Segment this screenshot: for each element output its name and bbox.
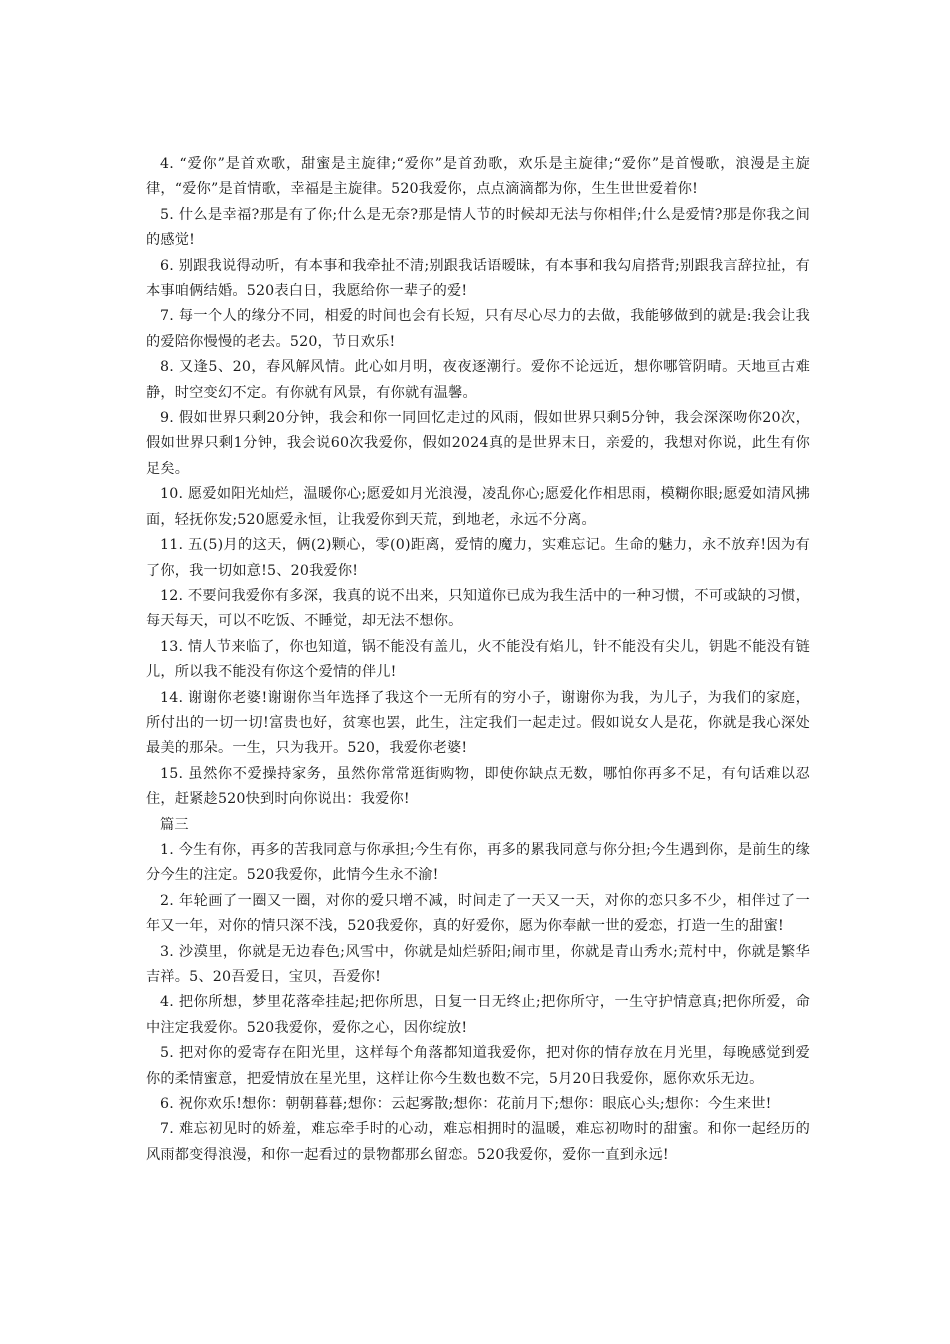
paragraph-item-5: 5. 什么是幸福?那是有了你;什么是无奈?那是情人节的时候却无法与你相伴;什么是爱情?那是你我之间的感觉! — [146, 206, 810, 249]
paragraph-item-4: 4. “爱你”是首欢歌，甜蜜是主旋律;“爱你”是首劲歌，欢乐是主旋律;“爱你”是首慢歌，浪漫是主旋律，“爱你”是首情歌，幸福是主旋律。520我爱你，点点滴滴都为你，生生世世爱着你! — [146, 156, 810, 198]
paragraph-item-9: 9. 假如世界只剩20分钟，我会和你一同回忆走过的风雨，假如世界只剩5分钟，我会深深吻你20次，假如世界只剩1分钟，我会说60次我爱你，假如2024真的是世界末日，亲爱的，我想对你说，此生有你足矣。 — [146, 410, 810, 477]
paragraph-item-12: 12. 不要问我爱你有多深，我真的说不出来，只知道你已成为我生活中的一种习惯，不可或缺的习惯，每天每天，可以不吃饭、不睡觉，却无法不想你。 — [146, 587, 810, 630]
section3-item-7: 7. 难忘初见时的娇羞，难忘牵手时的心动，难忘相拥时的温暖，难忘初吻时的甜蜜。和你一起经历的风雨都变得浪漫，和你一起看过的景物都那幺留恋。520我爱你，爱你一直到永远! — [146, 1121, 810, 1163]
paragraph-item-14: 14. 谢谢你老婆!谢谢你当年选择了我这个一无所有的穷小子，谢谢你为我，为儿子，为我们的家庭，所付出的一切一切!富贵也好，贫寒也罢，此生，注定我们一起走过。假如说女人是花，你就是我心深处最美的那朵。一生，只为我开。520，我爱你老婆! — [146, 689, 810, 757]
section3-item-5: 5. 把对你的爱寄存在阳光里，这样每个角落都知道我爱你，把对你的情存放在月光里，每晚感觉到爱你的柔情蜜意，把爱情放在星光里，这样让你今生数也数不完，5月20日我爱你，愿你欢乐无边。 — [146, 1045, 810, 1087]
section3-item-2: 2. 年轮画了一圈又一圈，对你的爱只增不减，时间走了一天又一天，对你的恋只多不少，相伴过了一年又一年，对你的情只深不浅，520我爱你，真的好爱你，愿为你奉献一世的爱恋，打造一生的甜蜜! — [146, 892, 810, 935]
document-body — [146, 152, 810, 1168]
section3-item-3: 3. 沙漠里，你就是无边春色;风雪中，你就是灿烂骄阳;闹市里，你就是青山秀水;荒村中，你就是繁华吉祥。5、20吾爱日，宝贝，吾爱你! — [146, 943, 810, 985]
paragraph-item-15: 15. 虽然你不爱操持家务，虽然你常常逛街购物，即使你缺点无数，哪怕你再多不足，有句话难以忍住，赶紧趁520快到时向你说出：我爱你! — [146, 765, 810, 808]
paragraph-item-13: 13. 情人节来临了，你也知道，锅不能没有盖儿，火不能没有焰儿，针不能没有尖儿，钥匙不能没有链儿，所以我不能没有你这个爱情的伴儿! — [146, 638, 810, 681]
paragraph-item-10: 10. 愿爱如阳光灿烂，温暖你心;愿爱如月光浪漫，凌乱你心;愿爱化作相思雨，模糊你眼;愿爱如清风拂面，轻抚你发;520愿爱永恒，让我爱你到天荒，到地老，永远不分离。 — [146, 486, 810, 528]
section3-item-4: 4. 把你所想，梦里花落牵挂起;把你所思，日复一日无终止;把你所守，一生守护情意真;把你所爱，命中注定我爱你。520我爱你，爱你之心，因你绽放! — [146, 994, 810, 1036]
section3-item-1: 1. 今生有你，再多的苦我同意与你承担;今生有你，再多的累我同意与你分担;今生遇到你，是前生的缘分今生的注定。520我爱你，此情今生永不渝! — [146, 841, 810, 884]
paragraph-item-11: 11. 五(5)月的这天，俩(2)颗心，零(0)距离，爱情的魔力，实难忘记。生命的魅力，永不放弃!因为有了你，我一切如意!5、20我爱你! — [146, 537, 810, 579]
paragraph-item-7: 7. 每一个人的缘分不同，相爱的时间也会有长短，只有尽心尽力的去做，我能够做到的就是:我会让我的爱陪你慢慢的老去。520，节日欢乐! — [146, 308, 810, 350]
paragraph-item-6: 6. 别跟我说得动听，有本事和我牵扯不清;别跟我话语暧昧，有本事和我勾肩搭背;别跟我言辞拉扯，有本事咱俩结婚。520表白日，我愿给你一辈子的爱! — [146, 257, 810, 300]
section-heading: 篇三 — [160, 816, 189, 833]
paragraph-item-8: 8. 又逢5、20，春风解风情。此心如月明，夜夜逐潮行。爱你不论远近，想你哪管阴晴。天地亘古难静，时空变幻不定。有你就有风景，有你就有温馨。 — [146, 359, 810, 401]
section3-item-6: 6. 祝你欢乐!想你：朝朝暮暮;想你：云起雾散;想你：花前月下;想你：眼底心头;想你：今生来世! — [160, 1096, 772, 1113]
